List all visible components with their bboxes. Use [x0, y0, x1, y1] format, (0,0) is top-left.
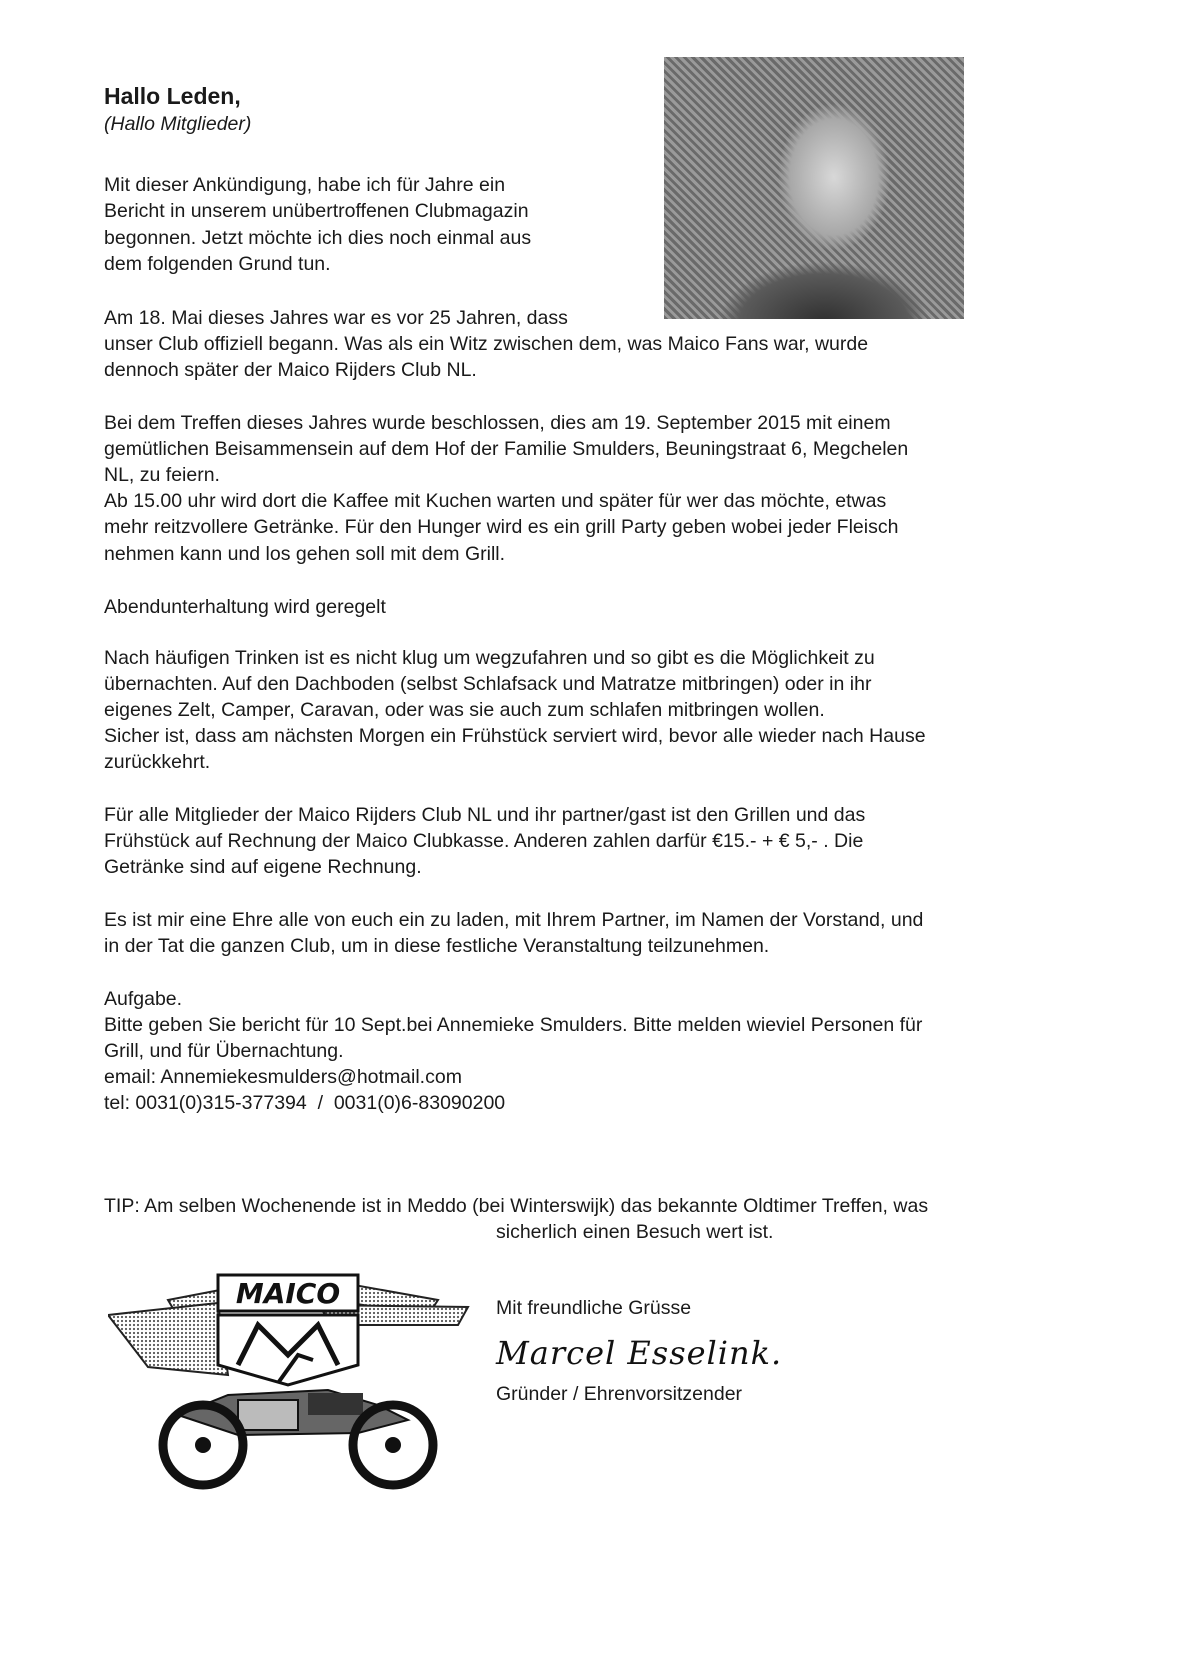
author-role: Gründer / Ehrenvorsitzender: [496, 1383, 743, 1405]
tip-line-1: TIP: Am selben Wochenende ist in Meddo (bei Winterswijk) das bekannte Oldtimer Treffen, was: [104, 1195, 929, 1217]
greeting-subtitle: (Hallo Mitglieder): [104, 113, 252, 135]
p2-line-2: unser Club offiziell begann. Was als ein Witz zwischen dem, was Maico Fans war, wurde: [104, 333, 869, 355]
p3-line-1: Bei dem Treffen dieses Jahres wurde beschlossen, dies am 19. September 2015 mit einem: [104, 412, 891, 434]
phone-line: tel: 0031(0)315-377394 / 0031(0)6-83090200: [104, 1092, 506, 1114]
p5-line-2: übernachten. Auf den Dachboden (selbst Schlafsack und Matratze mitbringen) oder in ihr: [104, 673, 872, 695]
p2-line-1: Am 18. Mai dieses Jahres war es vor 25 Jahren, dass: [104, 307, 568, 329]
p2-line-3: dennoch später der Maico Rijders Club NL.: [104, 359, 477, 381]
author-photo: [664, 57, 964, 319]
p3-line-4: Ab 15.00 uhr wird dort die Kaffee mit Kuchen warten und später für wer das möchte, etwas: [104, 490, 887, 512]
email-line: email: Annemiekesmulders@hotmail.com: [104, 1066, 462, 1088]
closing-greeting: Mit freundliche Grüsse: [496, 1297, 692, 1319]
p3-line-2: gemütlichen Beisammensein auf dem Hof der Familie Smulders, Beuningstraat 6, Megchelen: [104, 438, 909, 460]
signature: Marcel Esselink.: [496, 1334, 783, 1372]
p8-line-2: Bitte geben Sie bericht für 10 Sept.bei Annemieke Smulders. Bitte melden wieviel Personen für: [104, 1014, 923, 1036]
p1-line-4: dem folgenden Grund tun.: [104, 253, 331, 275]
p3-line-6: nehmen kann und los gehen soll mit dem Grill.: [104, 543, 506, 565]
p3-line-5: mehr reitzvollere Getränke. Für den Hunger wird es ein grill Party geben wobei jeder Fleisch: [104, 516, 899, 538]
p7-line-1: Es ist mir eine Ehre alle von euch ein zu laden, mit Ihrem Partner, im Namen der Vorstand, und: [104, 909, 924, 931]
logo-text: MAICO: [235, 1277, 341, 1310]
greeting-title: Hallo Leden,: [104, 83, 241, 109]
p1-line-2: Bericht in unserem unübertroffenen Clubmagazin: [104, 200, 529, 222]
p1-line-3: begonnen. Jetzt möchte ich dies noch einmal aus: [104, 227, 532, 249]
p4-line-1: Abendunterhaltung wird geregelt: [104, 596, 386, 618]
p8-line-1: Aufgabe.: [104, 988, 183, 1010]
p7-line-2: in der Tat die ganzen Club, um in diese festliche Veranstaltung teilzunehmen.: [104, 935, 770, 957]
p5-line-4: Sicher ist, dass am nächsten Morgen ein Frühstück serviert wird, bevor alle wieder nach Hause: [104, 725, 926, 747]
p6-line-1: Für alle Mitglieder der Maico Rijders Club NL und ihr partner/gast ist den Grillen und das: [104, 804, 866, 826]
p6-line-2: Frühstück auf Rechnung der Maico Clubkasse. Anderen zahlen darfür €15.- + € 5,- . Die: [104, 830, 864, 852]
p5-line-1: Nach häufigen Trinken ist es nicht klug um wegzufahren und so gibt es die Möglichkeit zu: [104, 647, 875, 669]
motorcycle-logo-icon: [108, 1255, 478, 1495]
p5-line-5: zurückkehrt.: [104, 751, 211, 773]
p5-line-3: eigenes Zelt, Camper, Caravan, oder was sie auch zum schlafen mitbringen wollen.: [104, 699, 825, 721]
p6-line-3: Getränke sind auf eigene Rechnung.: [104, 856, 422, 878]
p3-line-3: NL, zu feiern.: [104, 464, 220, 486]
tip-line-2: sicherlich einen Besuch wert ist.: [496, 1221, 774, 1243]
p8-line-3: Grill, und für Übernachtung.: [104, 1040, 344, 1062]
p1-line-1: Mit dieser Ankündigung, habe ich für Jahre ein: [104, 174, 506, 196]
